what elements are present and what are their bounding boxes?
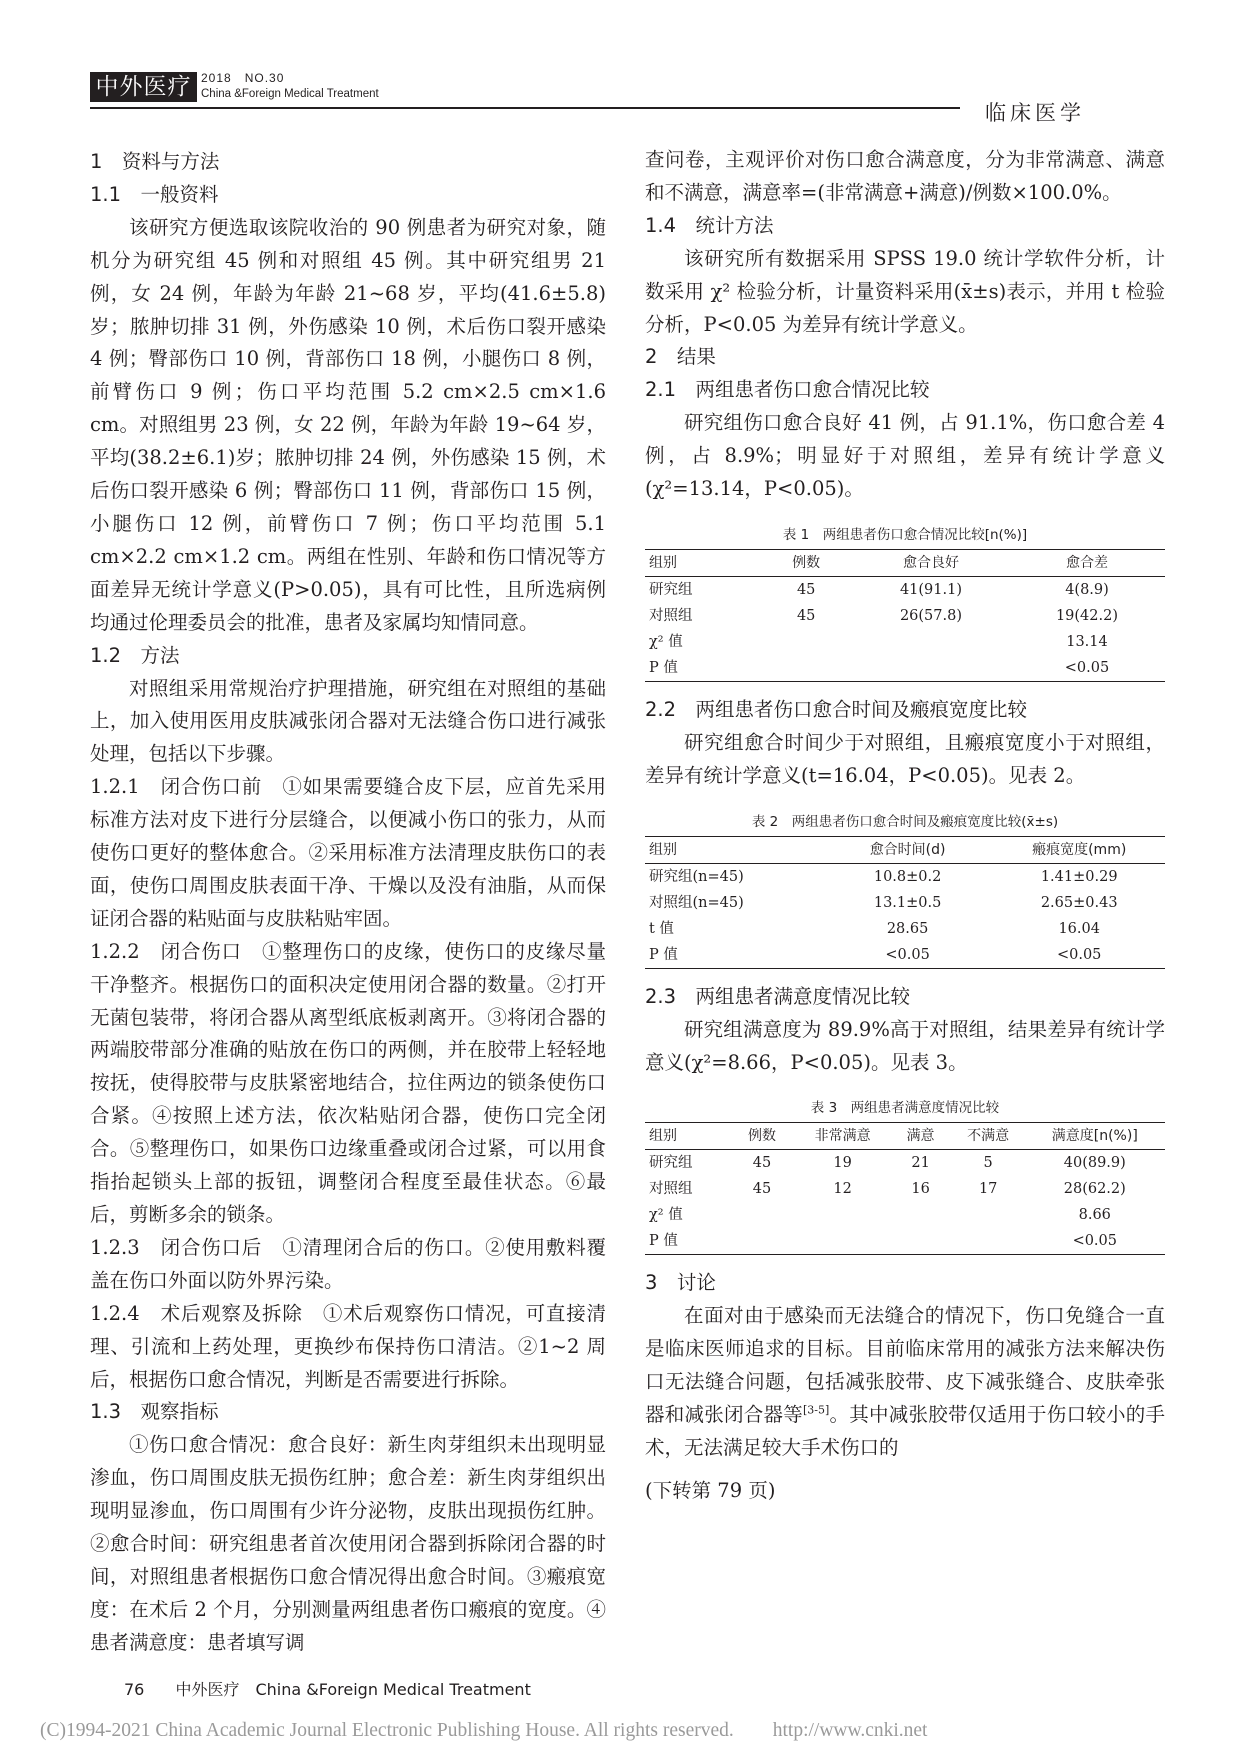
table-2 — [645, 811, 1165, 969]
heading-discussion: 3 讨论 — [645, 1271, 716, 1295]
discussion-text-a: 在面对由于感染而无法缝合的情况下，伤口免缝合一直是临床医师追求的目标。目前临床常用的减张方法来解决伤口无法缝合问题，包括减张胶带、皮下减张缝合、皮肤牵张器和减张闭合器等 — [645, 1304, 1165, 1427]
table-cell: 4(8.9) — [1065, 581, 1109, 598]
paragraph-general-data: 该研究方便选取该院收治的 90 例患者为研究对象，随机分为研究组 45 例和对照组 45 例。其中研究组男 21 例，女 24 例，年龄为年龄 21~68 岁，平均(41.6±5.8)岁；脓肿切排 31 例，外伤感染 10 例，术后伤口裂开感染 4 例；臀部伤口 10 例，背部伤口 18 例，小腿伤口 8 例，前臂伤口 9 例；伤口平均范围 5.2 cm×2.5 cm×1.6 cm。对照组男 23 例，女 22 例，年龄为年龄 19~64 岁，平均(38.2±6.1)岁；脓肿切排 24 例，外伤感染 15 例，术后伤口裂开感染 6 例；臀部伤口 11 例，背部伤口 15 例，小腿伤口 12 例，前臂伤口 7 例；伤口平均范围 5.1 cm×2.2 cm×1.2 cm。两组在性别、年龄和伤口情况等方面差异无统计学意义(P>0.05)，具有可比性，且所选病例均通过伦理委员会的批准，患者及家属均知情同意。 — [90, 215, 606, 634]
table-cell — [889, 1228, 951, 1255]
table-row — [645, 1176, 1165, 1202]
table-cell: 对照组 — [649, 1181, 693, 1198]
table-cell: 45 — [752, 1181, 772, 1198]
copyright-notice: (C)1994-2021 China Academic Journal Electronic Publishing House. All rights reserved. http://www.cnki.net — [40, 1720, 928, 1741]
table-cell: 28(62.2) — [1063, 1181, 1126, 1198]
paragraph-questionnaire: 查问卷，主观评价对伤口愈合满意度，分为非常满意、满意和不满意，满意率=(非常满意+满意)/例数×100.0%。 — [645, 148, 1165, 204]
header-rule — [90, 107, 960, 109]
table-cell: <0.05 — [1072, 1233, 1117, 1250]
table-cell: 1.41±0.29 — [1040, 868, 1118, 885]
heading-results: 2 结果 — [645, 345, 716, 369]
table-cell: <0.05 — [1064, 659, 1110, 676]
table-cell — [952, 1202, 1025, 1228]
table-cell — [728, 1202, 796, 1228]
table-row — [645, 1150, 1165, 1177]
table-cell: χ² 值 — [649, 1207, 683, 1224]
paragraph-healing: 研究组伤口愈合良好 41 例，占 91.1%，伤口愈合差 4 例，占 8.9%；明显好于对照组，差异有统计学意义(χ²=13.14，P<0.05)。 — [645, 411, 1165, 501]
table-cell: <0.05 — [885, 946, 930, 963]
paragraph-healing-time: 研究组愈合时间少于对照组，且瘢痕宽度小于对照组，差异有统计学意义(t=16.04，P<0.05)。见表 2。 — [645, 730, 1165, 787]
table-row — [645, 890, 1165, 916]
heading-indicators: 1.3 观察指标 — [90, 1400, 219, 1424]
table-header: 愈合时间(d) — [822, 836, 994, 863]
table-cell: 40(89.9) — [1063, 1155, 1126, 1172]
table-cell: 45 — [796, 581, 816, 598]
table-cell: 17 — [978, 1181, 998, 1198]
section-title: 临床医学 — [985, 101, 1085, 125]
table-row — [645, 655, 1165, 682]
table-cell — [853, 629, 1009, 655]
table-cell: 13.14 — [1066, 633, 1108, 650]
left-column — [90, 146, 606, 1660]
table-cell: 41(91.1) — [899, 581, 963, 598]
table-header: 组别 — [645, 836, 822, 863]
table-cell: 45 — [752, 1155, 772, 1172]
table-header: 满意 — [889, 1123, 951, 1150]
table-cell: 45 — [796, 607, 816, 624]
table-cell: 16.04 — [1058, 920, 1100, 937]
table-cell: 21 — [911, 1155, 930, 1172]
table-header: 愈合差 — [1009, 549, 1165, 576]
table-header: 例数 — [728, 1123, 796, 1150]
table-cell: t 值 — [649, 920, 674, 937]
table-row — [645, 942, 1165, 969]
table-header: 组别 — [645, 1123, 728, 1150]
table-cell: 13.1±0.5 — [873, 894, 942, 911]
table-cell: 对照组 — [649, 607, 693, 624]
paragraph-step-1: 1.2.1 闭合伤口前 ①如果需要缝合皮下层，应首先采用标准方法对皮下进行分层缝合，以便减小伤口的张力，从而使伤口更好的整体愈合。②采用标准方法清理皮肤伤口的表面，使伤口周围皮肤表面干净、干燥以及没有油脂，从而保证闭合器的粘贴面与皮肤粘贴牢固。 — [90, 775, 606, 930]
table-cell: 研究组 — [649, 581, 693, 598]
table-cell: 对照组(n=45) — [649, 894, 744, 911]
table-cell: χ² 值 — [649, 633, 683, 650]
table-cell: 12 — [833, 1181, 852, 1198]
table-cell: 26(57.8) — [899, 607, 963, 624]
table-header: 愈合良好 — [853, 549, 1009, 576]
table-cell — [728, 1228, 796, 1255]
table-3-caption: 表 3 两组患者满意度情况比较 — [810, 1100, 1000, 1117]
table-row — [645, 863, 1165, 890]
table-cell: <0.05 — [1056, 946, 1102, 963]
continued-note: (下转第 79 页) — [645, 1478, 776, 1502]
table-cell: 16 — [911, 1181, 930, 1198]
paragraph-step-2: 1.2.2 闭合伤口 ①整理伤口的皮缘，使伤口的皮缘尽量干净整齐。根据伤口的面积决定使用闭合器的数量。②打开无菌包装带，将闭合器从离型纸底板剥离开。③将闭合器的两端胶带部分准确的贴放在伤口的两侧，并在胶带上轻轻地按抚，使得胶带与皮肤紧密地结合，拉住两边的锁条使伤口合紧。④按照上述方法，依次粘贴闭合器，使伤口完全闭合。⑤整理伤口，如果伤口边缘重叠或闭合过紧，可以用食指抬起锁头上部的扳钮，调整闭合程度至最佳状态。⑥最后，剪断多余的锁条。 — [90, 939, 606, 1226]
table-cell: 19 — [833, 1155, 852, 1172]
heading-healing: 2.1 两组患者伤口愈合情况比较 — [645, 378, 930, 402]
table-header: 满意度[n(%)] — [1025, 1123, 1165, 1150]
citation-ref[interactable]: [3-5] — [802, 1403, 830, 1417]
table-cell: 10.8±0.2 — [873, 868, 942, 885]
table-cell — [796, 1228, 890, 1255]
table-cell — [889, 1202, 951, 1228]
table-1 — [645, 524, 1165, 682]
journal-logo: 中外医疗 — [90, 72, 197, 102]
paragraph-statistics: 该研究所有数据采用 SPSS 19.0 统计学软件分析，计数采用 χ² 检验分析，计量资料采用(x̄±s)表示，并用 t 检验分析，P<0.05 为差异有统计学意义。 — [645, 246, 1165, 336]
table-cell — [796, 1202, 890, 1228]
table-row — [645, 1202, 1165, 1228]
paragraph-satisfaction: 研究组满意度为 89.9%高于对照组，结果差异有统计学意义(χ²=8.66，P<0.05)。见表 3。 — [645, 1017, 1165, 1074]
table-cell: P 值 — [649, 659, 678, 676]
page-number: 76 — [124, 1680, 145, 1699]
table-row — [645, 576, 1165, 603]
page-footer — [124, 1677, 531, 1700]
table-header: 瘢痕宽度(mm) — [993, 836, 1165, 863]
table-cell: 2.65±0.43 — [1040, 894, 1118, 911]
table-row — [645, 603, 1165, 629]
footer-journal: 中外医疗 China &Foreign Medical Treatment — [175, 1680, 531, 1699]
table-cell: 研究组 — [649, 1155, 693, 1172]
paragraph-discussion — [645, 1300, 1165, 1465]
table-cell: 5 — [983, 1155, 993, 1172]
paragraph-step-3: 1.2.3 闭合伤口后 ①清理闭合后的伤口。②使用敷料覆盖在伤口外面以防外界污染。 — [90, 1235, 606, 1292]
table-header: 非常满意 — [796, 1123, 890, 1150]
table-3 — [645, 1097, 1165, 1255]
heading-statistics: 1.4 统计方法 — [645, 213, 774, 237]
discussion-text-b: 。其中减张胶带仅适用于伤口较小的手术，无法满足较大手术伤口的 — [645, 1403, 1165, 1459]
heading-methods: 1 资料与方法 — [90, 150, 220, 173]
table-header: 例数 — [759, 549, 853, 576]
table-cell — [952, 1228, 1025, 1255]
heading-method: 1.2 方法 — [90, 643, 180, 667]
table-2-caption: 表 2 两组患者伤口愈合时间及瘢痕宽度比较(x̄±s) — [751, 813, 1059, 830]
table-cell — [759, 629, 853, 655]
paragraph-indicators: ①伤口愈合情况：愈合良好：新生肉芽组织未出现明显渗血，伤口周围皮肤无损伤红肿；愈合差：新生肉芽组织出现明显渗血，伤口周围有少许分泌物，皮肤出现损伤红肿。②愈合时间：研究组患者首次使用闭合器到拆除闭合器的时间，对照组患者根据伤口愈合情况得出愈合时间。③瘢痕宽度：在术后 2 个月，分别测量两组患者伤口瘢痕的宽度。④患者满意度：患者填写调 — [90, 1433, 606, 1654]
table-cell: 8.66 — [1078, 1207, 1111, 1224]
year-issue: 2018 NO.30 — [201, 71, 285, 85]
table-cell: P 值 — [649, 946, 678, 963]
table-header: 不满意 — [952, 1123, 1025, 1150]
table-cell: 研究组(n=45) — [649, 868, 744, 885]
table-header: 组别 — [645, 549, 759, 576]
heading-healing-time: 2.2 两组患者伤口愈合时间及瘢痕宽度比较 — [645, 697, 1028, 721]
heading-general-data: 1.1 一般资料 — [90, 182, 219, 206]
table-cell — [853, 655, 1009, 682]
table-cell — [759, 655, 853, 682]
paragraph-method: 对照组采用常规治疗护理措施，研究组在对照组的基础上，加入使用医用皮肤减张闭合器对无法缝合伤口进行减张处理，包括以下步骤。 — [90, 676, 606, 766]
journal-english-title: China &Foreign Medical Treatment — [201, 88, 379, 100]
paragraph-step-4: 1.2.4 术后观察及拆除 ①术后观察伤口情况，可直接清理、引流和上药处理，更换纱布保持伤口清洁。②1~2 周后，根据伤口愈合情况，判断是否需要进行拆除。 — [90, 1301, 606, 1391]
table-cell: 19(42.2) — [1055, 607, 1119, 624]
table-1-caption: 表 1 两组患者伤口愈合情况比较[n(%)] — [782, 526, 1028, 543]
table-cell: P 值 — [649, 1233, 678, 1250]
table-cell: 28.65 — [886, 920, 929, 937]
table-row — [645, 916, 1165, 942]
table-row — [645, 1228, 1165, 1255]
right-column — [645, 144, 1165, 1508]
table-row — [645, 629, 1165, 655]
heading-satisfaction: 2.3 两组患者满意度情况比较 — [645, 984, 911, 1008]
